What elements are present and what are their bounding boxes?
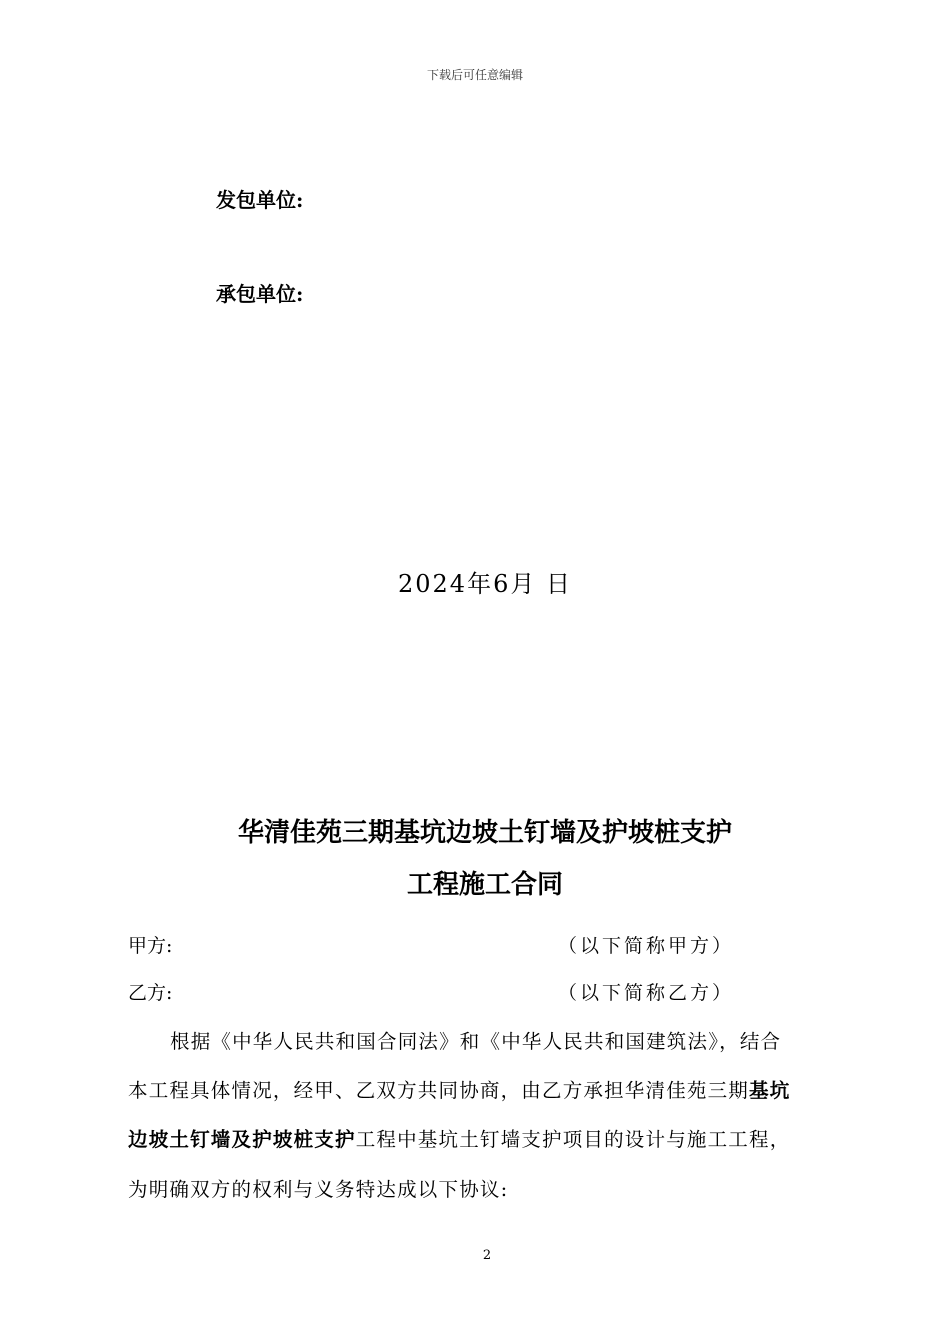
contract-title-line1: 华清佳苑三期基坑边坡土钉墙及护坡桩支护	[237, 818, 732, 848]
project-name-bold-start: 基坑	[749, 1079, 791, 1102]
employer-label: 发包单位:	[216, 188, 304, 212]
body-paragraph-line3	[128, 1124, 790, 1152]
contractor-label: 承包单位:	[216, 282, 304, 306]
body-paragraph-line4: 为明确双方的权利与义务特达成以下协议:	[128, 1178, 509, 1201]
body-paragraph-line2	[128, 1075, 790, 1103]
body-paragraph-line1: 根据《中华人民共和国合同法》和《中华人民共和国建筑法》，结合	[170, 1030, 782, 1053]
party-a-note: （以下简称甲方）	[558, 935, 735, 957]
page-number: 2	[482, 1248, 492, 1263]
party-b-note: （以下简称乙方）	[558, 982, 735, 1004]
party-b-label: 乙方:	[128, 982, 173, 1004]
page-header-note: 下载后可任意编辑	[426, 68, 523, 82]
body-line3-text: 工程中基坑土钉墙支护项目的设计与施工工程，	[355, 1128, 791, 1151]
contract-title-line2: 工程施工合同	[406, 870, 563, 900]
project-name-bold-end: 边坡土钉墙及护坡桩支护	[128, 1128, 356, 1151]
body-line2-text: 本工程具体情况，经甲、乙双方共同协商，由乙方承担华清佳苑三期	[128, 1079, 750, 1102]
contract-date: 2024年6月 日	[398, 570, 572, 598]
party-a-label: 甲方:	[128, 935, 173, 957]
